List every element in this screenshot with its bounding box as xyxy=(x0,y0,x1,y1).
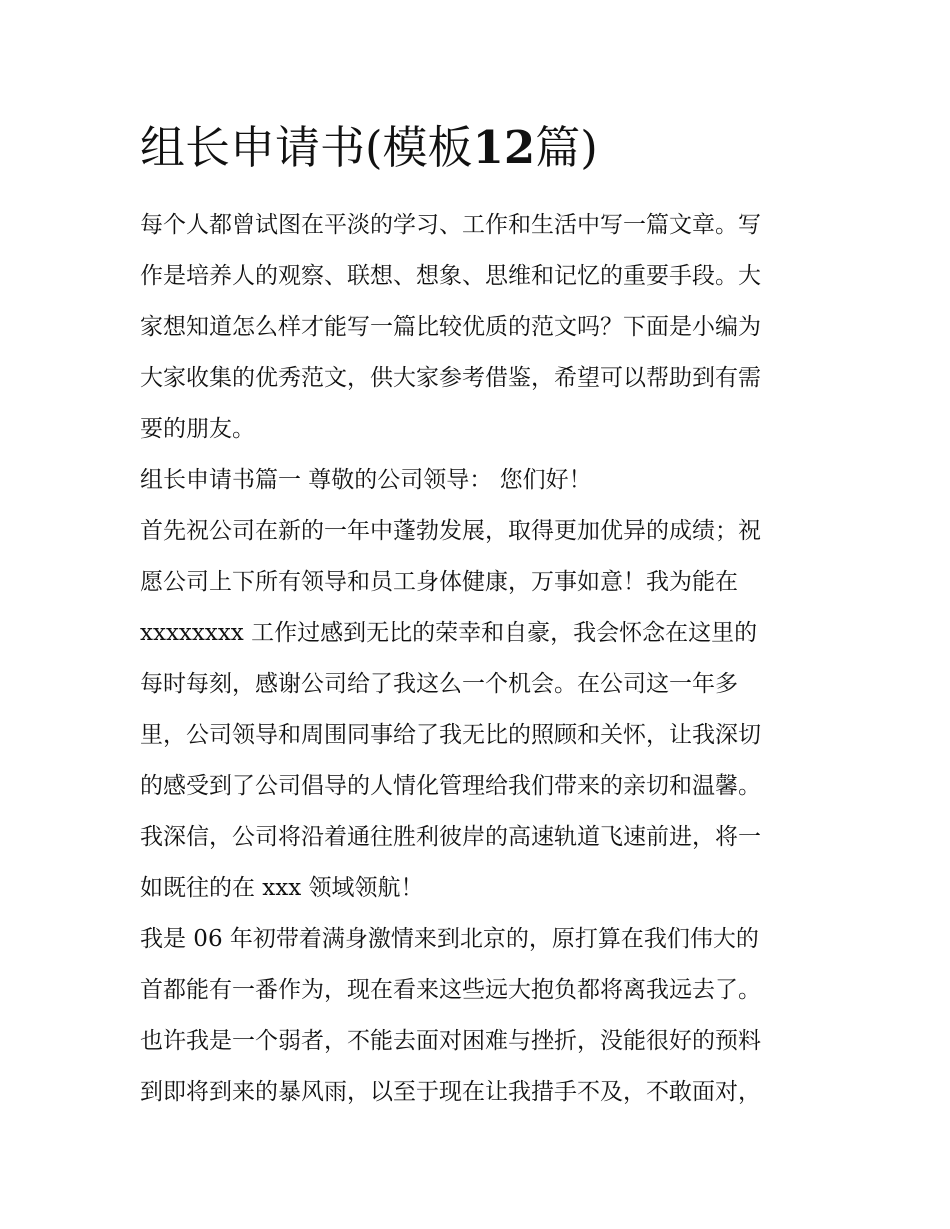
text-line: 每时每刻，感谢公司给了我这么一个机会。在公司这一年多 xyxy=(140,671,738,697)
title-prefix: 组长申请书(模板 xyxy=(140,121,473,174)
text-line: 首先祝公司在新的一年中蓬勃发展，取得更加优异的成绩；祝 xyxy=(140,518,761,544)
text-line: 如既往的在 xxx 领域领航！ xyxy=(140,875,424,901)
section-heading-line: 组长申请书篇一 尊敬的公司领导： 您们好！ xyxy=(140,467,592,493)
text-line: xxxxxxxx 工作过感到无比的荣幸和自豪，我会怀念在这里的 xyxy=(140,620,758,646)
text-line: 大家收集的优秀范文，供大家参考借鉴，希望可以帮助到有需 xyxy=(140,365,761,391)
text-line: 到即将到来的暴风雨，以至于现在让我措手不及，不敢面对， xyxy=(140,1079,761,1105)
text-line: 里，公司领导和周围同事给了我无比的照顾和关怀，让我深切 xyxy=(140,722,761,748)
text-line: 作是培养人的观察、联想、想象、思维和记忆的重要手段。大 xyxy=(140,263,761,289)
document-body xyxy=(140,200,820,1118)
text-line: 的感受到了公司倡导的人情化管理给我们带来的亲切和温馨。 xyxy=(140,773,761,799)
text-line: 家想知道怎么样才能写一篇比较优质的范文吗？下面是小编为 xyxy=(140,314,761,340)
text-line: 我深信，公司将沿着通往胜利彼岸的高速轨道飞速前进，将一 xyxy=(140,824,761,850)
text-line: 愿公司上下所有领导和员工身体健康，万事如意！我为能在 xyxy=(140,569,738,595)
title-number: 12 xyxy=(472,121,536,174)
text-line: 每个人都曾试图在平淡的学习、工作和生活中写一篇文章。写 xyxy=(140,212,761,238)
text-line: 我是 06 年初带着满身激情来到北京的，原打算在我们伟大的 xyxy=(140,926,759,952)
text-line: 也许我是一个弱者，不能去面对困难与挫折，没能很好的预料 xyxy=(140,1028,761,1054)
document-title xyxy=(140,118,598,178)
text-line: 首都能有一番作为，现在看来这些远大抱负都将离我远去了。 xyxy=(140,977,761,1003)
title-suffix: 篇) xyxy=(535,121,598,174)
text-line: 要的朋友。 xyxy=(140,416,255,442)
